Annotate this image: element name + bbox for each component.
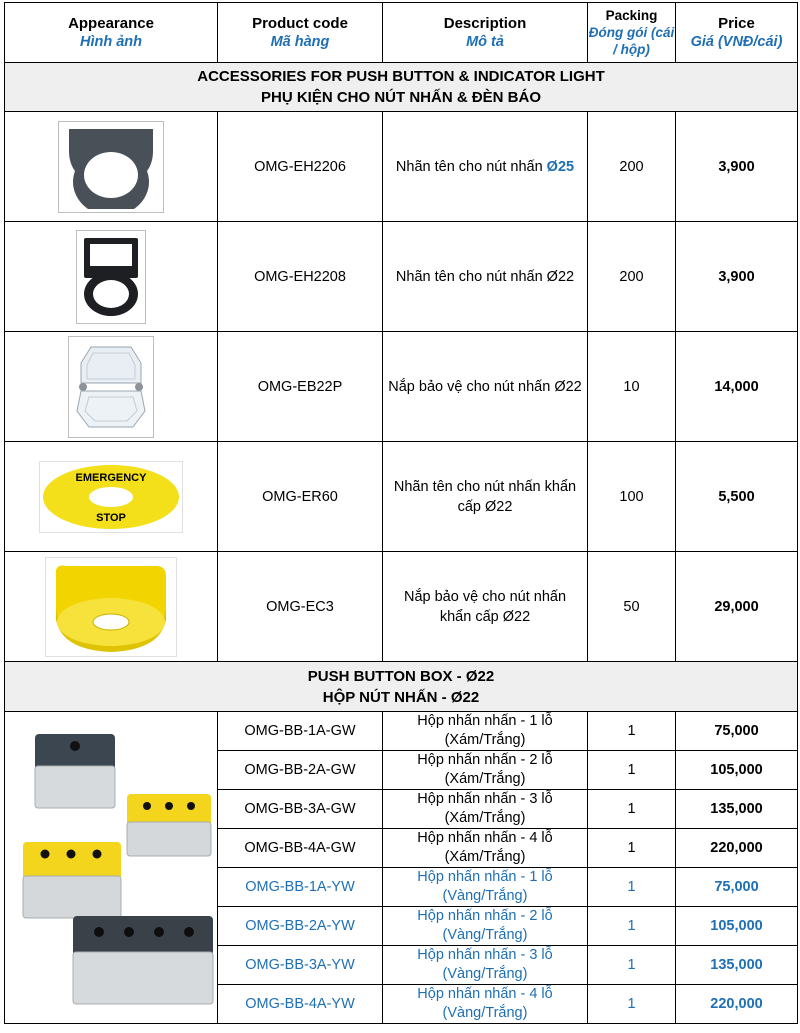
header-row: [5, 3, 798, 63]
packing-qty: 200: [588, 222, 676, 332]
header-appearance: Appearance Hình ảnh: [5, 3, 218, 63]
section-accessories: [5, 63, 798, 112]
header-description: Description Mô tả: [383, 3, 588, 63]
box-code: OMG-BB-4A-GW: [218, 829, 383, 868]
section-accessories-title: ACCESSORIES FOR PUSH BUTTON & INDICATOR LIGHT PHỤ KIỆN CHO NÚT NHẤN & ĐÈN BÁO: [5, 63, 798, 112]
grey-box-4-icon: [73, 916, 213, 1004]
price: 5,500: [676, 442, 798, 552]
price: 3,900: [676, 112, 798, 222]
box-code: OMG-BB-2A-GW: [218, 751, 383, 790]
box-packing: 1: [588, 946, 676, 985]
emergency-stop-plate-icon: [39, 461, 183, 533]
box-price: 135,000: [676, 790, 798, 829]
packing-qty: 10: [588, 332, 676, 442]
yellow-box-large-icon: [23, 842, 121, 918]
product-description: Nắp bảo vệ cho nút nhấn khẩn cấp Ø22: [383, 552, 588, 662]
product-image-cell: [5, 712, 218, 1024]
section-box-title: PUSH BUTTON BOX - Ø22 HỘP NÚT NHẤN - Ø22: [5, 662, 798, 712]
packing-qty: 200: [588, 112, 676, 222]
packing-qty: 50: [588, 552, 676, 662]
box-description: Hộp nhấn nhấn - 3 lỗ (Vàng/Trắng): [383, 946, 588, 985]
box-price: 105,000: [676, 751, 798, 790]
product-code: OMG-EC3: [218, 552, 383, 662]
product-code: OMG-EB22P: [218, 332, 383, 442]
product-description: Nắp bảo vệ cho nút nhấn Ø22: [383, 332, 588, 442]
product-code: OMG-EH2206: [218, 112, 383, 222]
table-row: [5, 222, 798, 332]
table-row: [5, 442, 798, 552]
box-packing: 1: [588, 712, 676, 751]
box-price: 75,000: [676, 868, 798, 907]
box-price: 220,000: [676, 829, 798, 868]
price: 14,000: [676, 332, 798, 442]
plate-text-top: EMERGENCY: [75, 471, 147, 484]
header-product-code: Product code Mã hàng: [218, 3, 383, 63]
packing-qty: 100: [588, 442, 676, 552]
box-price: 220,000: [676, 985, 798, 1024]
clear-cover-icon: [68, 336, 154, 438]
table-row: [5, 712, 798, 751]
price: 29,000: [676, 552, 798, 662]
name-plate-black-icon: [76, 230, 146, 324]
product-description: Nhãn tên cho nút nhấn Ø22: [383, 222, 588, 332]
box-code: OMG-BB-1A-YW: [218, 868, 383, 907]
box-packing: 1: [588, 790, 676, 829]
box-description: Hộp nhấn nhấn - 4 lỗ (Xám/Trắng): [383, 829, 588, 868]
product-description: Nhãn tên cho nút nhấn khẩn cấp Ø22: [383, 442, 588, 552]
box-code: OMG-BB-4A-YW: [218, 985, 383, 1024]
product-image-cell: [5, 112, 218, 222]
box-price: 105,000: [676, 907, 798, 946]
yellow-guard-icon: [45, 557, 177, 657]
box-description: Hộp nhấn nhấn - 1 lỗ (Vàng/Trắng): [383, 868, 588, 907]
box-packing: 1: [588, 829, 676, 868]
section-push-button-box: [5, 662, 798, 712]
name-plate-grey-icon: [58, 121, 164, 213]
box-price: 135,000: [676, 946, 798, 985]
box-description: Hộp nhấn nhấn - 2 lỗ (Vàng/Trắng): [383, 907, 588, 946]
box-code: OMG-BB-1A-GW: [218, 712, 383, 751]
box-packing: 1: [588, 868, 676, 907]
product-code: OMG-ER60: [218, 442, 383, 552]
table-row: [5, 552, 798, 662]
plate-text-bottom: STOP: [96, 511, 126, 524]
box-description: Hộp nhấn nhấn - 1 lỗ (Xám/Trắng): [383, 712, 588, 751]
box-code: OMG-BB-3A-GW: [218, 790, 383, 829]
header-price: Price Giá (VNĐ/cái): [676, 3, 798, 63]
header-packing: Packing Đóng gói (cái / hộp): [588, 3, 676, 63]
box-code: OMG-BB-3A-YW: [218, 946, 383, 985]
box-description: Hộp nhấn nhấn - 4 lỗ (Vàng/Trắng): [383, 985, 588, 1024]
box-description: Hộp nhấn nhấn - 3 lỗ (Xám/Trắng): [383, 790, 588, 829]
table-row: [5, 332, 798, 442]
product-code: OMG-EH2208: [218, 222, 383, 332]
price: 3,900: [676, 222, 798, 332]
product-image-cell: [5, 442, 218, 552]
product-description: Nhãn tên cho nút nhấn Ø25: [383, 112, 588, 222]
price-table: [4, 2, 798, 1024]
product-image-cell: [5, 552, 218, 662]
box-code: OMG-BB-2A-YW: [218, 907, 383, 946]
product-image-cell: [5, 222, 218, 332]
box-packing: 1: [588, 907, 676, 946]
push-button-boxes-icon: [9, 716, 214, 1016]
grey-box-1-icon: [35, 734, 115, 808]
box-description: Hộp nhấn nhấn - 2 lỗ (Xám/Trắng): [383, 751, 588, 790]
product-image-cell: [5, 332, 218, 442]
table-row: [5, 112, 798, 222]
box-price: 75,000: [676, 712, 798, 751]
yellow-box-3-icon: [127, 794, 211, 856]
box-packing: 1: [588, 985, 676, 1024]
box-packing: 1: [588, 751, 676, 790]
